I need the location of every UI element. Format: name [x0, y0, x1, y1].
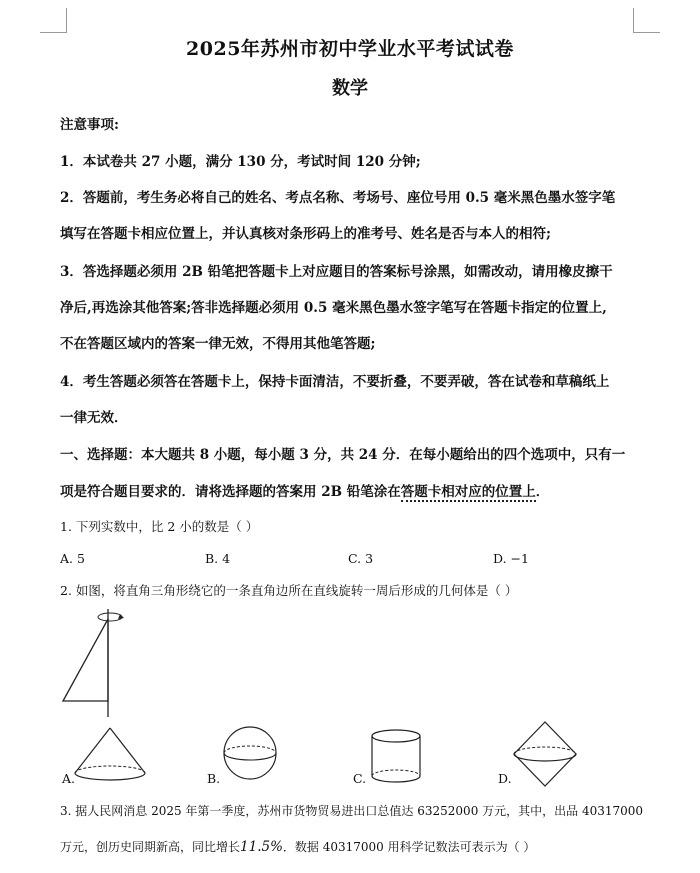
notice-line: 4．考生答题必须答在答题卡上，保持卡面清洁，不要折叠，不要弄破，答在试卷和草稿纸上 — [60, 374, 610, 390]
cone-figure — [70, 725, 150, 785]
q2-option-a: A. — [62, 771, 76, 786]
emphasized-text: 答题卡相对应的位置上 — [400, 484, 536, 500]
section-instruction-end: ． — [535, 484, 550, 500]
notice-line: 不在答题区域内的答案一律无效，不得用其他笔答题; — [60, 336, 376, 352]
question-3-text-end: ．数据 40317000 用科学记数法可表示为（ ） — [282, 840, 536, 854]
notice-line: 3．答选择题必须用 2B 铅笔把答题卡上对应题目的答案标号涂黑，如需改动，请用橡皮擦干 — [60, 264, 613, 280]
corner-mark-left — [40, 8, 67, 33]
subject-title: 数学 — [332, 78, 368, 99]
q1-option-a: A. 5 — [60, 551, 85, 566]
section-heading: 一、选择题：本大题共 8 小题，每小题 3 分，共 24 分．在每小题给出的四个选项中，只有一 — [60, 447, 626, 463]
corner-mark-right — [633, 8, 660, 33]
q2-option-c: C. — [353, 771, 367, 786]
notice-heading: 注意事项: — [60, 117, 119, 133]
question-1-stem: 1. 下列实数中，比 2 小的数是（ ） — [60, 519, 259, 534]
notice-line: 净后,再选涂其他答案;答非选择题必须用 0.5 毫米黑色墨水签字笔写在答题卡指定的位置上, — [60, 300, 607, 316]
section-instruction — [60, 480, 650, 500]
q2-option-d: D. — [498, 771, 512, 786]
notice-line: 1．本试卷共 27 小题，满分 130 分，考试时间 120 分钟; — [60, 154, 421, 170]
right-triangle-rotation-figure — [58, 605, 138, 720]
q2-option-b: B. — [207, 771, 221, 786]
q1-option-d: D. −1 — [493, 551, 529, 566]
question-3-text: 万元，创历史同期新高，同比增长 — [60, 840, 241, 854]
question-3-line1: 3. 据人民网消息 2025 年第一季度，苏州市货物贸易进出口总值达 63252000 万元，其中，出品 40317000 — [60, 804, 644, 818]
q1-option-c: C. 3 — [348, 551, 374, 566]
q1-option-b: B. 4 — [205, 551, 231, 566]
page-title: 2025年苏州市初中学业水平考试试卷 — [186, 38, 514, 60]
notice-line: 一律无效． — [60, 410, 128, 426]
sphere-figure — [222, 725, 278, 781]
notice-line: 2．答题前，考生务必将自己的姓名、考点名称、考场号、座位号用 0.5 毫米黑色墨水签字笔 — [60, 190, 616, 206]
cylinder-figure — [368, 728, 424, 786]
double-cone-figure — [510, 718, 580, 790]
growth-percent: 11.5% — [240, 839, 283, 855]
question-3-line2 — [60, 838, 535, 855]
notice-line: 填写在答题卡相应位置上，并认真核对条形码上的准考号、姓名是否与本人的相符; — [60, 226, 551, 242]
question-2-stem: 2. 如图，将直角三角形绕它的一条直角边所在直线旋转一周后形成的几何体是（ ） — [60, 583, 518, 598]
section-instruction-text: 项是符合题目要求的．请将选择题的答案用 2B 铅笔涂在 — [60, 484, 401, 500]
